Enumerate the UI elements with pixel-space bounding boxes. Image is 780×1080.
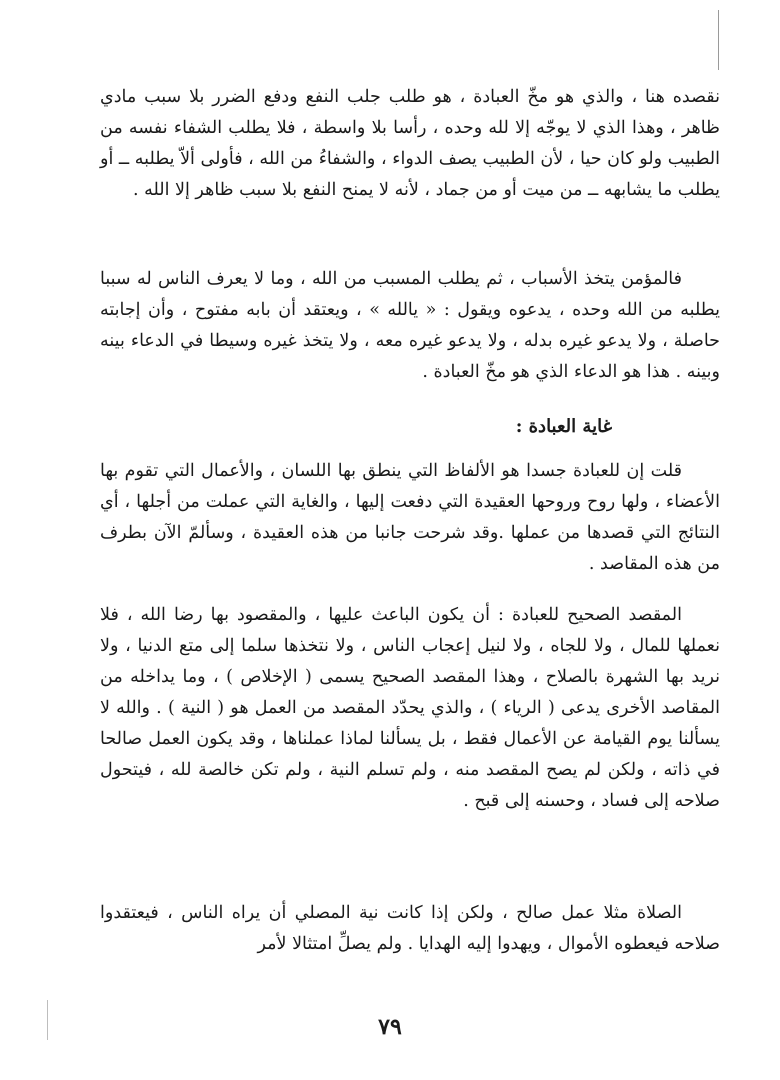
paragraph-text: قلت إن للعبادة جسدا هو الألفاظ التي ينطق بها اللسان ، والأعمال التي تقوم بها الأعضاء ، ولها روح وروحها العقيدة التي دفعت إليها ، والغاية التي عملت من أجلها ، أي النتائج التي قصدها من عملها .وقد شرحت جانبا من هذه العقيدة ، وسألمّ الآن بطرف من هذه المقاصد . <box>100 461 720 574</box>
paragraph-5 <box>100 898 720 960</box>
paragraph-text: فالمؤمن يتخذ الأسباب ، ثم يطلب المسبب من الله ، وما لا يعرف الناس له سببا يطلبه من الله وحده ، يدعوه ويقول : « يالله » ، ويعتقد أن بابه مفتوح ، وأن إجابته حاصلة ، ولا يدعو غيره بدله ، ولا يدعو غيره معه ، ولا يتخذ غيره وسيطا في الدعاء بينه وبينه . هذا هو الدعاء الذي هو مخّ العبادة . <box>100 269 720 382</box>
paragraph-text: المقصد الصحيح للعبادة : أن يكون الباعث عليها ، والمقصود بها رضا الله ، فلا نعملها للمال ، ولا للجاه ، ولا لنيل إعجاب الناس ، ولا نتخذها سلما إلى متع الدنيا ، ولا نريد بها الشهرة بالصلاح ، وهذا المقصد الصحيح يسمى ( الإخلاص ) ، وما يداخله من المقاصد الأخرى يدعى ( الرياء ) ، والذي يحدّد المقصد من العمل هو ( النية ) . والله لا يسألنا يوم القيامة عن الأعمال فقط ، بل يسألنا لماذا عملناها ، وقد يكون العمل صالحا في ذاته ، ولكن لم يصح المقصد منه ، ولم تسلم النية ، ولم تكن خالصة لله ، فيتحول صلاحه إلى فساد ، وحسنه إلى قبح . <box>100 605 720 811</box>
paragraph-1 <box>100 82 720 206</box>
paragraph-4 <box>100 600 720 817</box>
paragraph-text: نقصده هنا ، والذي هو مخّ العبادة ، هو طلب جلب النفع ودفع الضرر بلا سبب مادي ظاهر ، وهذا الذي لا يوجّه إلا لله وحده ، رأسا بلا واسطة ، فلا يطلب الشفاء نفسه من الطبيب ولو كان حيا ، لأن الطبيب يصف الدواء ، والشفاءُ من الله ، فأولى ألاّ يطلبه ــ أو يطلب ما يشابهه ــ من ميت أو من جماد ، لأنه لا يمنح النفع بلا سبب ظاهر إلا الله . <box>100 87 720 200</box>
margin-line <box>718 10 719 70</box>
paragraph-3 <box>100 456 720 580</box>
page-number: ٧٩ <box>378 1014 402 1040</box>
paragraph-2 <box>100 264 720 388</box>
section-heading: غاية العبادة : <box>515 416 612 437</box>
paragraph-text: الصلاة مثلا عمل صالح ، ولكن إذا كانت نية المصلي أن يراه الناس ، فيعتقدوا صلاحه فيعطوه الأموال ، ويهدوا إليه الهدايا . ولم يصلِّ امتثالا لأمر <box>100 903 720 954</box>
